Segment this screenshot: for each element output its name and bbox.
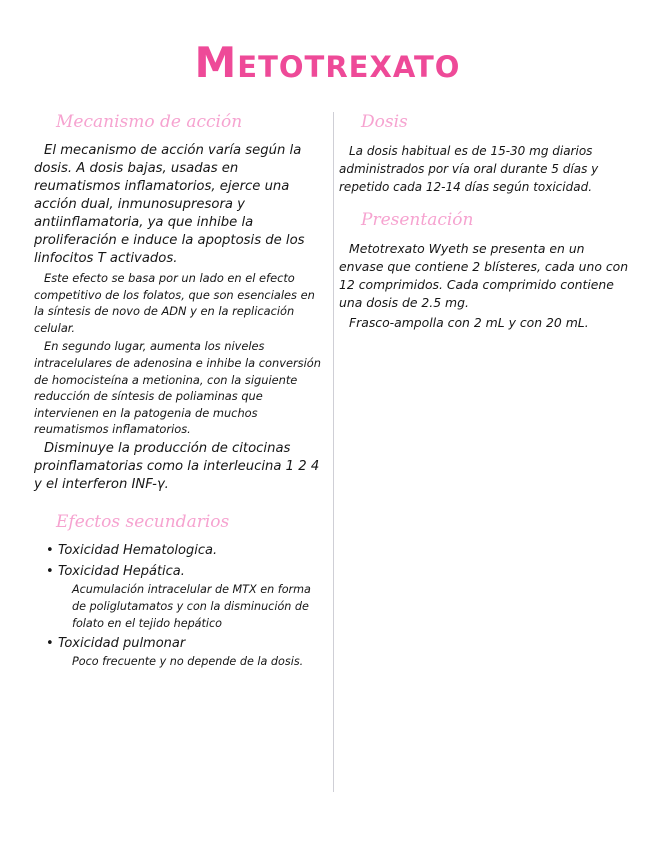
column-divider (333, 112, 334, 792)
efecto-label: Toxicidad Hematologica. (58, 542, 218, 558)
mecanismo-paragraph-3: En segundo lugar, aumenta los niveles intracelulares de adenosina e inhibe la conversión de homocisteína a metionina, con la siguiente reducción de síntesis de poliaminas que intervienen en la patogenia de muchos reumatismos inflamatorios. (34, 339, 321, 437)
mecanismo-paragraph-2: Este efecto se basa por un lado en el efecto competitivo de los folatos, que son esenciales en la síntesis de novo de ADN y en la replicación celular. (34, 271, 315, 335)
efecto-label: Toxicidad Hepática. (58, 563, 185, 579)
presentacion-section (339, 206, 629, 332)
efecto-label: Toxicidad pulmonar (58, 635, 186, 651)
bullet-icon: • (46, 635, 54, 651)
efectos-section (34, 508, 324, 670)
presentacion-paragraph-1: Metotrexato Wyeth se presenta en un envase que contiene 2 blísteres, cada uno con 12 comprimidos. Cada comprimido contiene una dosis de 2.5 mg. (339, 241, 629, 310)
dosis-heading: Dosis (361, 112, 408, 132)
list-item (34, 542, 324, 560)
bullet-icon: • (46, 563, 54, 579)
bullet-icon: • (46, 542, 54, 558)
dosis-text: La dosis habitual es de 15-30 mg diarios administrados por vía oral durante 5 días y repetido cada 12-14 días según toxicidad. (339, 144, 599, 194)
mecanismo-paragraph-4: Disminuye la producción de citocinas proinflamatorias como la interleucina 1 2 4 y el interferon INF-γ. (34, 440, 320, 492)
efectos-heading: Efectos secundarios (56, 511, 230, 532)
efecto-detail: Poco frecuente y no depende de la dosis. (72, 654, 304, 668)
mecanismo-heading: Mecanismo de acción (56, 112, 243, 132)
list-item (34, 635, 324, 670)
list-item (34, 563, 324, 632)
mecanismo-paragraph-1: El mecanismo de acción varía según la dosis. A dosis bajas, usadas en reumatismos inflamatorios, ejerce una acción dual, inmunosupresora y antiinflamatoria, ya que inhibe la proliferación e induce la apoptosis de los linfocitos T activados. (34, 143, 305, 266)
mecanismo-section (34, 108, 324, 494)
right-column (339, 108, 629, 334)
efectos-list (34, 542, 324, 670)
efecto-detail: Acumulación intracelular de MTX en forma de poliglutamatos y con la disminución de folato en el tejido hepático (72, 582, 311, 630)
presentacion-heading: Presentación (361, 210, 474, 230)
page-title: Metotrexato (194, 38, 461, 87)
dosis-section (339, 108, 629, 196)
left-column (34, 108, 324, 673)
presentacion-paragraph-2: Frasco-ampolla con 2 mL y con 20 mL. (349, 315, 589, 330)
